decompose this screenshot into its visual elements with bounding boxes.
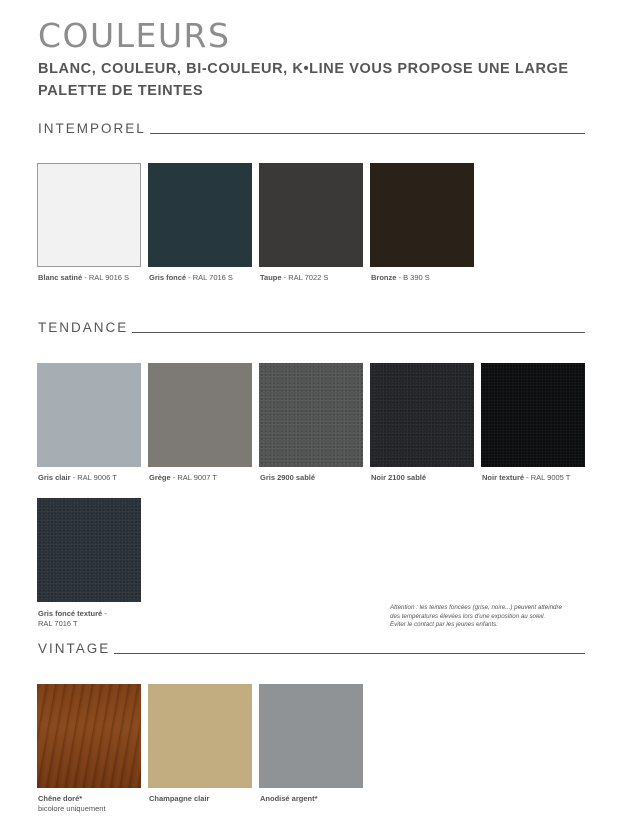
caption-anodise-argent: Anodisé argent*: [260, 794, 318, 803]
swatch-gris-2900-sable: [259, 363, 363, 467]
caption-chene-dore: Chêne doré* bicolore uniquement: [38, 794, 106, 813]
caption-taupe: Taupe - RAL 7022 S: [260, 273, 329, 282]
swatch-noir-2100-sable: [370, 363, 474, 467]
swatch-bronze: [370, 163, 474, 267]
swatch-grege: [148, 363, 252, 467]
caption-blanc-satine: Blanc satiné - RAL 9016 S: [38, 273, 130, 282]
page-subtitle: BLANC, COULEUR, BI-COULEUR, K•LINE VOUS PROPOSE UNE LARGE PALETTE DE TEINTES: [38, 61, 569, 99]
swatch-anodise-argent: [259, 684, 363, 788]
section-header-tendance: [38, 317, 585, 335]
attention-note: Attention : les teintes foncées (grise, noire...) peuvent atteindre des températures élevées lors d'une exposition au soleil. Eviter le contact par les jeunes enfants.: [390, 604, 562, 628]
caption-champagne-clair: Champagne clair: [149, 794, 210, 803]
section-divider: [114, 653, 585, 654]
caption-gris-clair: Gris clair - RAL 9006 T: [38, 473, 117, 482]
swatch-noir-texture: [481, 363, 585, 467]
section-header-vintage: [38, 638, 585, 656]
section-header-intemporel: [38, 118, 585, 136]
caption-gris-2900-sable: Gris 2900 sablé: [260, 473, 316, 482]
caption-grege: Grège - RAL 9007 T: [149, 473, 217, 482]
section-title-tendance: TENDANCE: [38, 320, 129, 335]
swatch-gris-clair: [37, 363, 141, 467]
swatch-gris-fonce: [148, 163, 252, 267]
swatch-gris-fonce-texture: [37, 498, 141, 602]
section-title-intemporel: INTEMPOREL: [38, 121, 146, 136]
caption-noir-texture: Noir texturé - RAL 9005 T: [482, 473, 571, 482]
section-divider: [132, 332, 585, 333]
swatch-chene-dore: [37, 684, 141, 788]
swatch-champagne-clair: [148, 684, 252, 788]
caption-gris-fonce-texture: Gris foncé texturé - RAL 7016 T: [38, 609, 107, 628]
section-title-vintage: VINTAGE: [38, 641, 111, 656]
caption-gris-fonce: Gris foncé - RAL 7016 S: [149, 273, 233, 282]
caption-bronze: Bronze - B 390 S: [371, 273, 430, 282]
section-divider: [150, 133, 585, 134]
swatch-taupe: [259, 163, 363, 267]
swatch-blanc-satine: [37, 163, 141, 267]
caption-noir-2100-sable: Noir 2100 sablé: [371, 473, 427, 482]
page-title: COULEURS: [38, 16, 231, 55]
